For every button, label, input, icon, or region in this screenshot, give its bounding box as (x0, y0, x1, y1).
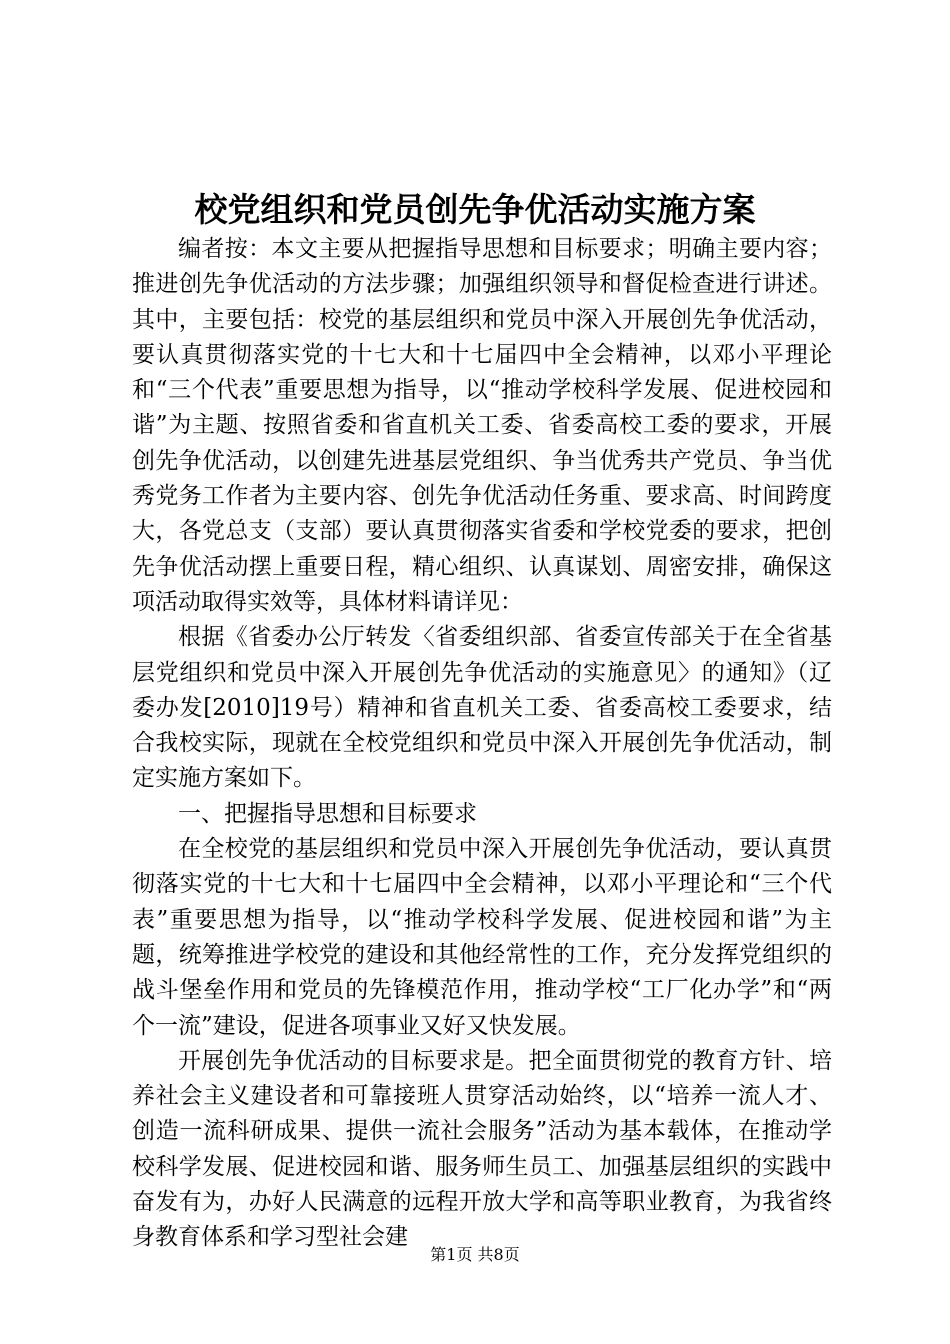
page-title: 校党组织和党员创先争优活动实施方案 (194, 190, 756, 229)
paragraph-guiding-thought: 在全校党的基层组织和党员中深入开展创先争优活动，要认真贯彻落实党的十七大和十七届四中全会精神，以邓小平理论和“三个代表”重要思想为指导，以“推动学校科学发展、促进校园和谐”为主题，统筹推进学校党的建设和其他经常性的工作，充分发挥党组织的战斗堡垒作用和党员的先锋模范作用，推动学校“工厂化办学”和“两个一流”建设，促进各项事业又好又快发展。 (132, 836, 832, 1039)
paragraph-basis: 根据《省委办公厅转发〈省委组织部、省委宣传部关于在全省基层党组织和党员中深入开展创先争优活动的实施意见〉的通知》（辽委办发[2010]19号）精神和省直机关工委、省委高校工委要求，结合我校实际，现就在全校党组织和党员中深入开展创先争优活动，制定实施方案如下。 (132, 624, 832, 792)
paragraph-editor-note: 编者按：本文主要从把握指导思想和目标要求；明确主要内容；推进创先争优活动的方法步骤；加强组织领导和督促检查进行讲述。其中，主要包括：校党的基层组织和党员中深入开展创先争优活动，要认真贯彻落实党的十七大和十七届四中全会精神，以邓小平理论和“三个代表”重要思想为指导，以“推动学校科学发展、促进校园和谐”为主题、按照省委和省直机关工委、省委高校工委的要求，开展创先争优活动，以创建先进基层党组织、争当优秀共产党员、争当优秀党务工作者为主要内容、创先争优活动任务重、要求高、时间跨度大，各党总支（支部）要认真贯彻落实省委和学校党委的要求，把创先争优活动摆上重要日程，精心组织、认真谋划、周密安排，确保这项活动取得实效等，具体材料请详见： (132, 236, 832, 615)
paragraph-goals: 开展创先争优活动的目标要求是。把全面贯彻党的教育方针、培养社会主义建设者和可靠接班人贯穿活动始终，以“培养一流人才、创造一流科研成果、提供一流社会服务”活动为基本载体，在推动学校科学发展、促进校园和谐、服务师生员工、加强基层组织的实践中奋发有为，办好人民满意的远程开放大学和高等职业教育，为我省终身教育体系和学习型社会建 (132, 1047, 832, 1251)
section-heading-1: 一、把握指导思想和目标要求 (178, 800, 477, 827)
document-body (132, 232, 832, 1256)
page-number-footer: 第1页 共8页 (430, 1245, 520, 1264)
